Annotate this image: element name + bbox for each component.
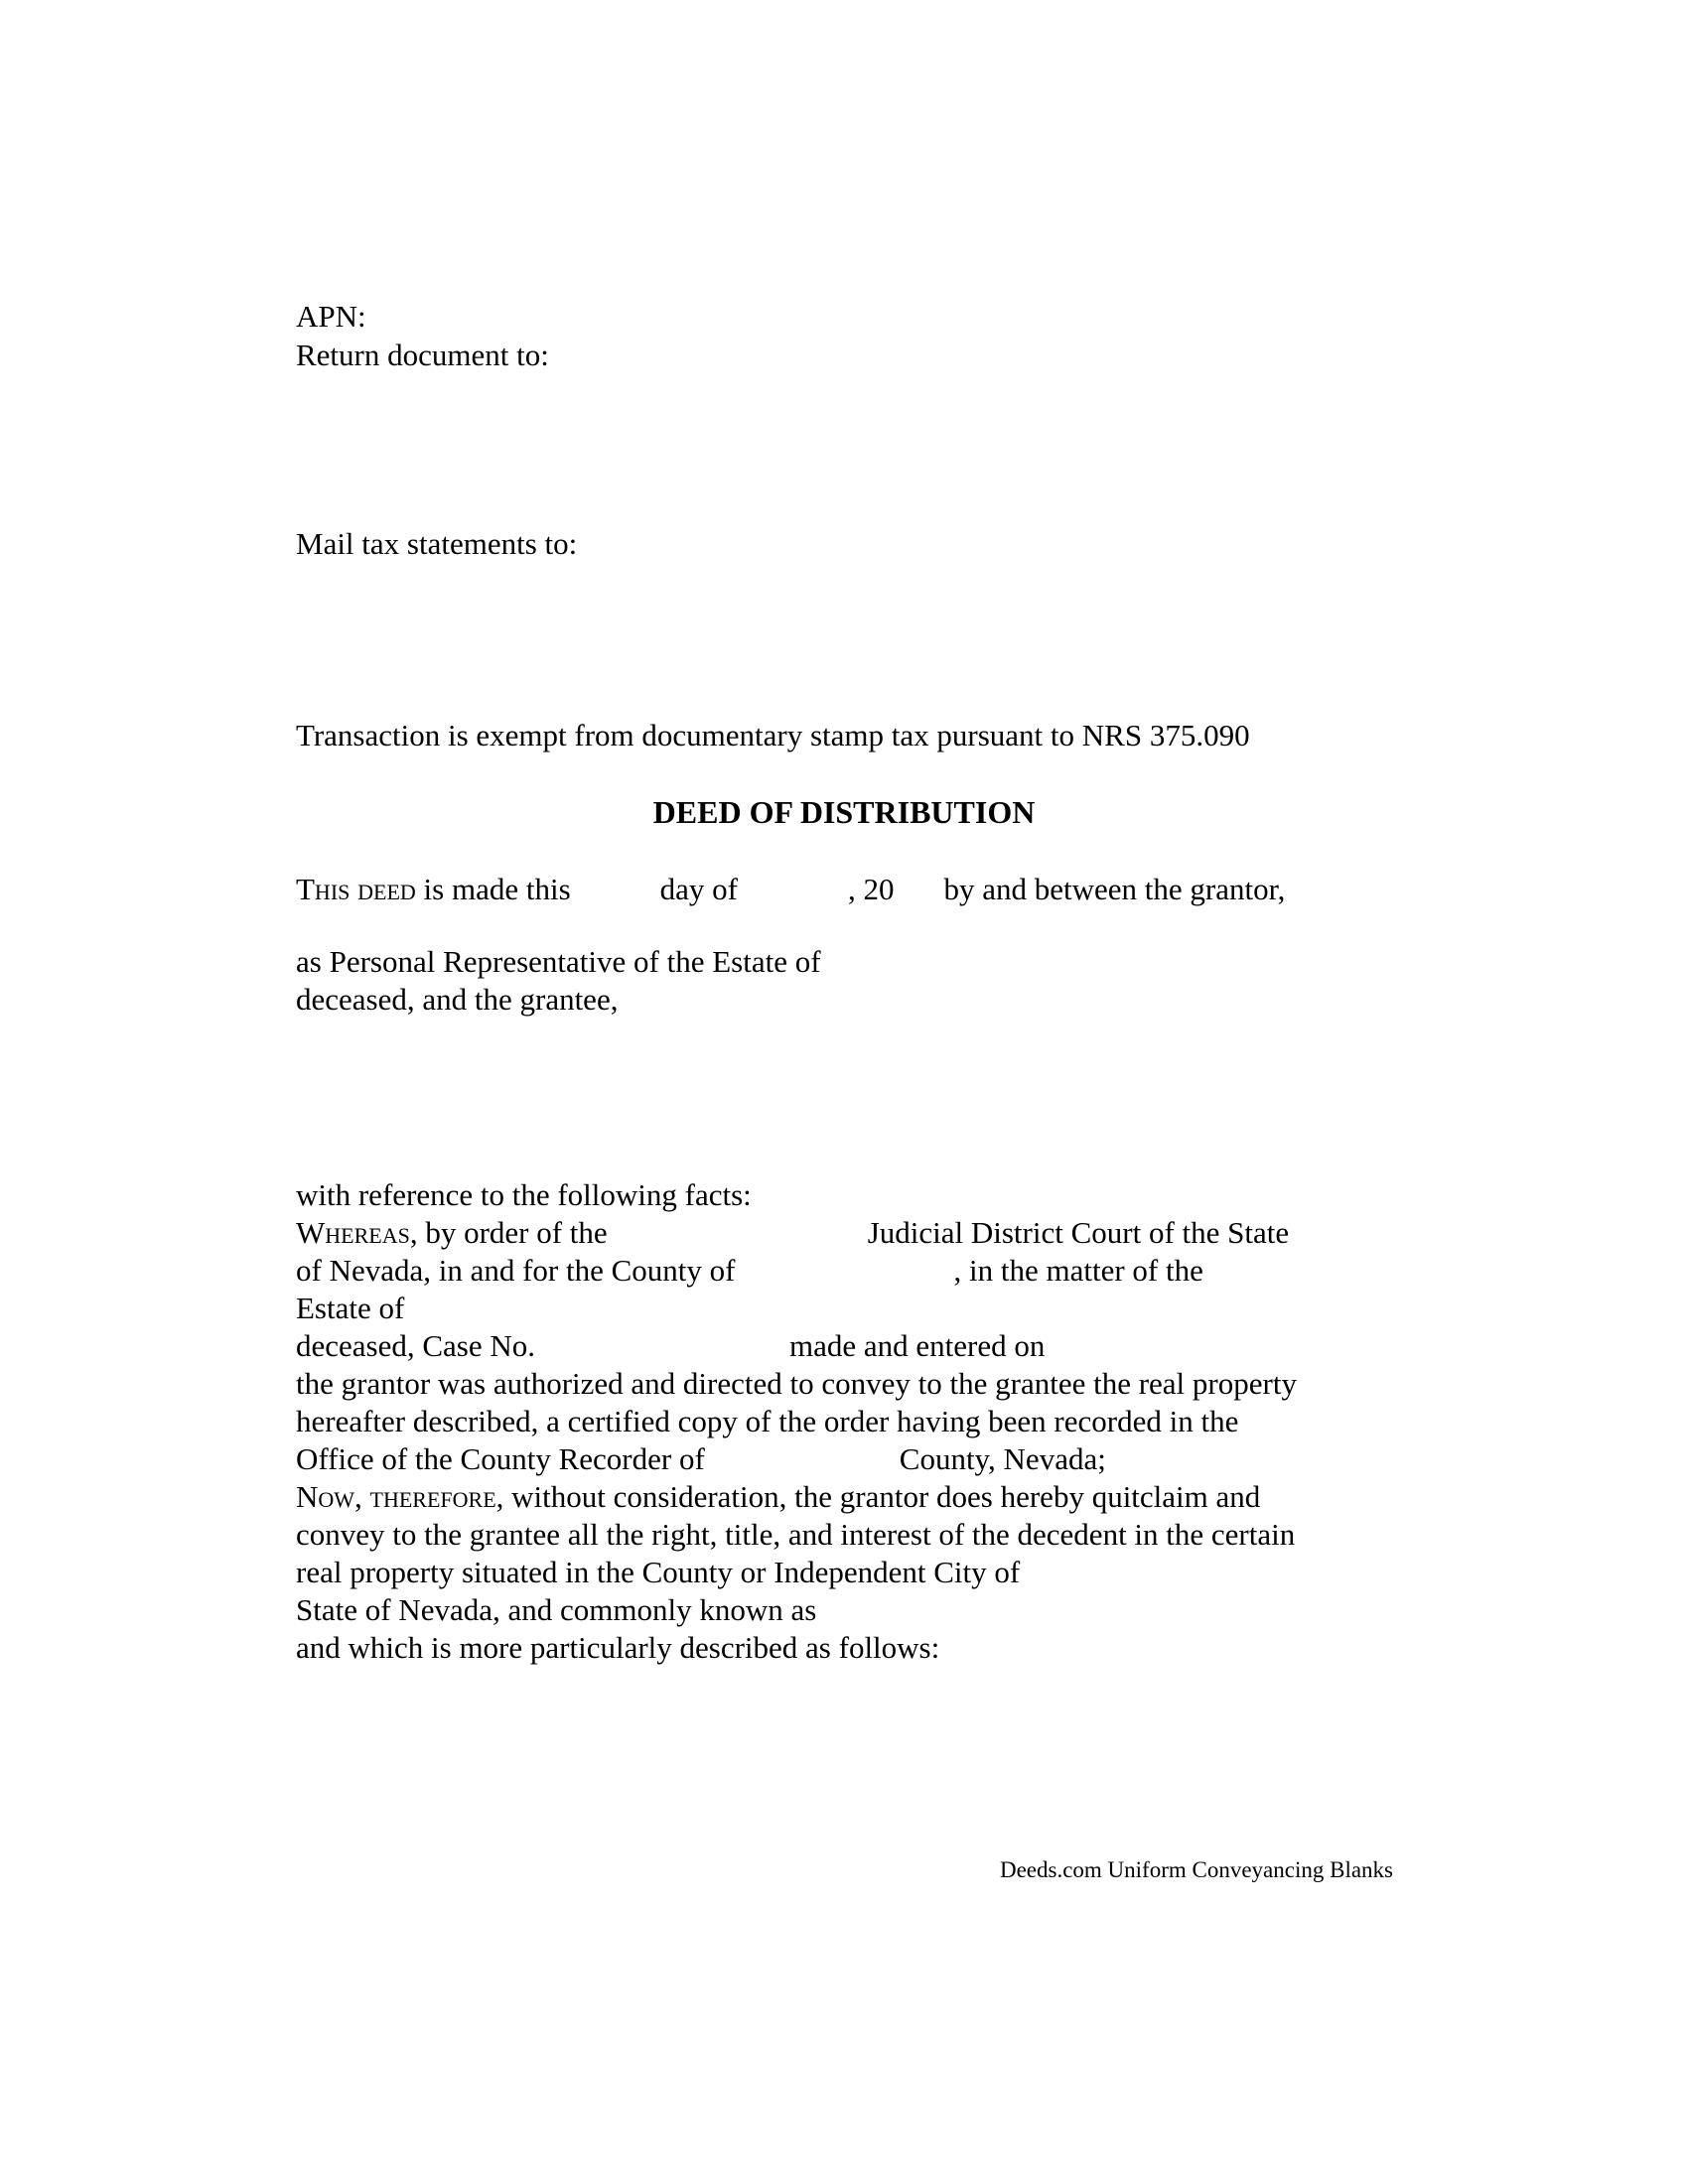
this-deed-smallcaps: This deed <box>296 872 416 906</box>
header-return-document-label: Return document to: <box>296 338 549 372</box>
hereafter-line: hereafter described, a certified copy of the order having been recorded in the <box>296 1404 1239 1438</box>
now-therefore-line <box>296 1478 1260 1516</box>
blank-day-field <box>571 898 660 899</box>
grantor-deceased-grantee-line: deceased, and the grantee, <box>296 982 619 1017</box>
document-title: DEED OF DISTRIBUTION <box>652 794 1036 830</box>
county-nevada-text: County, Nevada; <box>899 1441 1106 1476</box>
authorized-line: the grantor was authorized and directed to convey to the grantee the real property <box>296 1366 1297 1401</box>
case-no-text: deceased, Case No. <box>296 1328 536 1363</box>
intro-clause-line <box>296 871 1285 908</box>
estate-of-line: Estate of <box>296 1291 405 1325</box>
whereas-order-text: by order of the <box>417 1215 608 1250</box>
judicial-court-text: Judicial District Court of the State <box>867 1215 1290 1250</box>
intro-day-of-text: day of <box>659 872 738 906</box>
now-therefore-smallcaps: Now, therefore, <box>296 1479 504 1514</box>
intro-comma-20-text: , 20 <box>848 872 895 906</box>
state-known-line: State of Nevada, and commonly known as <box>296 1592 817 1627</box>
case-number-line <box>296 1327 1045 1365</box>
facts-intro-line: with reference to the following facts: <box>296 1177 752 1212</box>
grantor-representative-line: as Personal Representative of the Estate of <box>296 944 821 979</box>
blank-month-field <box>738 898 848 899</box>
intro-made-this-text: is made this <box>415 872 571 906</box>
office-recorder-text: Office of the County Recorder of <box>296 1441 705 1476</box>
header-mail-tax-label: Mail tax statements to: <box>296 526 578 561</box>
intro-by-between-text: by and between the grantor, <box>943 872 1286 906</box>
in-matter-text: , in the matter of the <box>953 1253 1203 1288</box>
footer-credit: Deeds.com Uniform Conveyancing Blanks <box>999 1857 1393 1882</box>
recorder-line <box>296 1440 1106 1478</box>
county-line <box>296 1252 1203 1290</box>
described-line: and which is more particularly described as follows: <box>296 1630 940 1665</box>
now-therefore-rest-text: without consideration, the grantor does hereby quitclaim and <box>503 1479 1261 1514</box>
whereas-smallcaps: Whereas, <box>296 1215 418 1250</box>
blank-county-field <box>736 1280 954 1281</box>
convey-line: convey to the grantee all the right, title, and interest of the decedent in the certain <box>296 1517 1296 1552</box>
blank-case-number-field <box>535 1355 789 1356</box>
header-apn-label: APN: <box>296 299 366 334</box>
blank-recorder-county-field <box>705 1468 900 1469</box>
of-nevada-county-text: of Nevada, in and for the County of <box>296 1253 736 1288</box>
exemption-statement: Transaction is exempt from documentary stamp tax pursuant to NRS 375.090 <box>296 718 1250 752</box>
made-entered-text: made and entered on <box>789 1328 1046 1363</box>
blank-judicial-district-field <box>608 1242 868 1243</box>
whereas-line <box>296 1214 1289 1252</box>
blank-year-field <box>895 898 944 899</box>
situated-line: real property situated in the County or Independent City of <box>296 1555 1021 1589</box>
